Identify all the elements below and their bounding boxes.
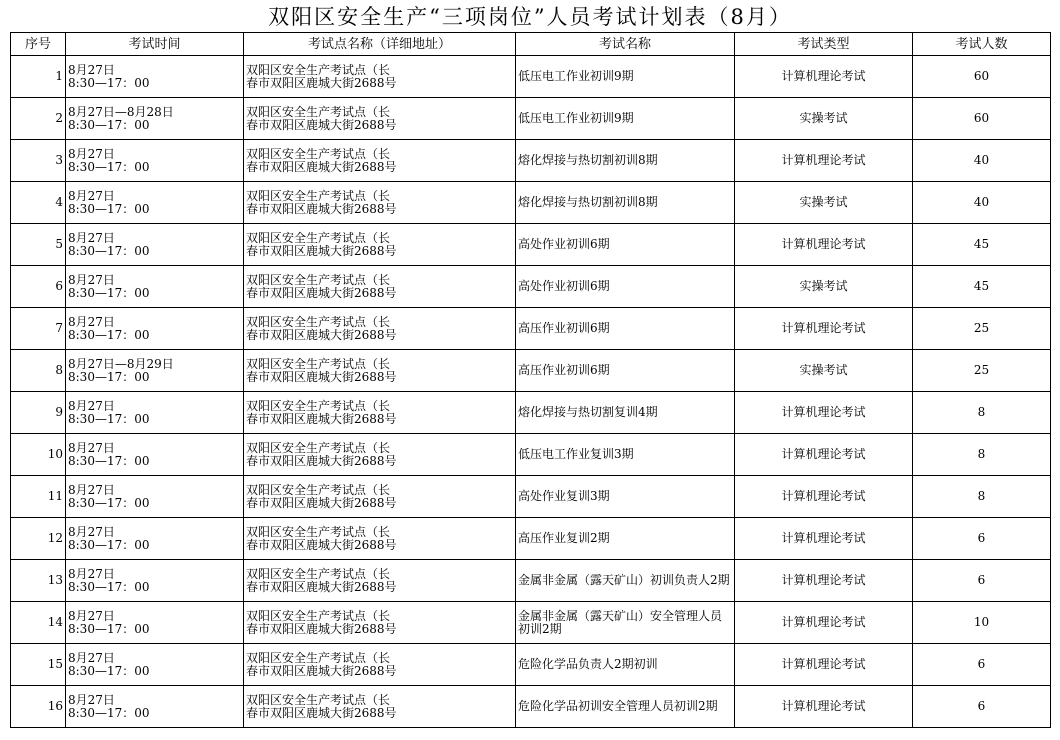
exam-time — [66, 644, 244, 686]
exam-site-line-2: 春市双阳区鹿城大街2688号 — [246, 369, 397, 384]
exam-site — [244, 140, 516, 182]
table-header-row — [11, 33, 1051, 56]
table-row — [11, 560, 1051, 602]
row-index: 11 — [11, 476, 66, 518]
exam-count: 8 — [913, 476, 1051, 518]
row-index: 4 — [11, 182, 66, 224]
exam-time — [66, 392, 244, 434]
exam-site-line-1: 双阳区安全生产考试点（长 — [246, 440, 391, 455]
exam-site-line-1: 双阳区安全生产考试点（长 — [246, 62, 391, 77]
header-type: 考试类型 — [735, 33, 913, 56]
exam-hours: 8:30—17：00 — [68, 537, 150, 552]
exam-hours: 8:30—17：00 — [68, 201, 150, 216]
table-row — [11, 140, 1051, 182]
exam-name-text: 高压作业初训6期 — [518, 321, 610, 335]
exam-site — [244, 182, 516, 224]
table-row — [11, 182, 1051, 224]
exam-type: 计算机理论考试 — [735, 392, 913, 434]
row-index: 5 — [11, 224, 66, 266]
table-row — [11, 308, 1051, 350]
exam-hours: 8:30—17：00 — [68, 453, 150, 468]
table-row — [11, 434, 1051, 476]
exam-site — [244, 224, 516, 266]
exam-name — [516, 644, 735, 686]
row-index: 3 — [11, 140, 66, 182]
exam-site-line-2: 春市双阳区鹿城大街2688号 — [246, 537, 397, 552]
exam-date: 8月27日 — [68, 482, 115, 497]
page-title: 双阳区安全生产“三项岗位”人员考试计划表（8月） — [268, 5, 792, 29]
exam-name-text: 危险化学品初训安全管理人员初训2期 — [518, 699, 718, 713]
exam-site-line-1: 双阳区安全生产考试点（长 — [246, 650, 391, 665]
exam-count: 60 — [913, 56, 1051, 98]
row-index: 7 — [11, 308, 66, 350]
exam-type: 计算机理论考试 — [735, 686, 913, 728]
exam-date: 8月27日—8月29日 — [68, 356, 174, 371]
exam-date: 8月27日 — [68, 146, 115, 161]
exam-site-line-1: 双阳区安全生产考试点（长 — [246, 104, 391, 119]
exam-type: 计算机理论考试 — [735, 518, 913, 560]
exam-hours: 8:30—17：00 — [68, 243, 150, 258]
exam-name-text: 高压作业初训6期 — [518, 363, 610, 377]
exam-site — [244, 602, 516, 644]
exam-time — [66, 140, 244, 182]
header-index: 序号 — [11, 33, 66, 56]
table-row — [11, 518, 1051, 560]
exam-name-text: 低压电工作业复训3期 — [518, 447, 634, 461]
exam-type: 计算机理论考试 — [735, 140, 913, 182]
exam-date: 8月27日 — [68, 524, 115, 539]
exam-site-line-2: 春市双阳区鹿城大街2688号 — [246, 663, 397, 678]
exam-time — [66, 602, 244, 644]
exam-date: 8月27日 — [68, 62, 115, 77]
exam-name-text: 熔化焊接与热切割初训8期 — [518, 153, 658, 167]
exam-hours: 8:30—17：00 — [68, 411, 150, 426]
row-index: 12 — [11, 518, 66, 560]
exam-time — [66, 476, 244, 518]
exam-date: 8月27日 — [68, 608, 115, 623]
exam-count: 6 — [913, 686, 1051, 728]
exam-type: 计算机理论考试 — [735, 644, 913, 686]
exam-name-text: 危险化学品负责人2期初训 — [518, 657, 658, 671]
exam-site — [244, 518, 516, 560]
exam-type: 计算机理论考试 — [735, 602, 913, 644]
exam-type: 计算机理论考试 — [735, 434, 913, 476]
exam-site — [244, 350, 516, 392]
exam-site — [244, 476, 516, 518]
exam-site — [244, 434, 516, 476]
exam-name-text: 高处作业复训3期 — [518, 489, 610, 503]
exam-name — [516, 686, 735, 728]
exam-site-line-2: 春市双阳区鹿城大街2688号 — [246, 705, 397, 720]
exam-site — [244, 392, 516, 434]
exam-site-line-1: 双阳区安全生产考试点（长 — [246, 524, 391, 539]
exam-site-line-1: 双阳区安全生产考试点（长 — [246, 146, 391, 161]
exam-count: 6 — [913, 560, 1051, 602]
table-row — [11, 686, 1051, 728]
exam-name — [516, 434, 735, 476]
exam-site-line-2: 春市双阳区鹿城大街2688号 — [246, 495, 397, 510]
exam-name — [516, 518, 735, 560]
exam-hours: 8:30—17：00 — [68, 285, 150, 300]
exam-hours: 8:30—17：00 — [68, 117, 150, 132]
exam-count: 60 — [913, 98, 1051, 140]
exam-name-text: 高处作业初训6期 — [518, 237, 610, 251]
exam-hours: 8:30—17：00 — [68, 75, 150, 90]
exam-count: 10 — [913, 602, 1051, 644]
exam-name-text: 低压电工作业初训9期 — [518, 69, 634, 83]
exam-count: 45 — [913, 224, 1051, 266]
exam-name-text: 低压电工作业初训9期 — [518, 111, 634, 125]
exam-name-text: 熔化焊接与热切割初训8期 — [518, 195, 658, 209]
exam-date: 8月27日 — [68, 440, 115, 455]
exam-date: 8月27日 — [68, 272, 115, 287]
exam-hours: 8:30—17：00 — [68, 705, 150, 720]
exam-type: 实操考试 — [735, 266, 913, 308]
table-row — [11, 476, 1051, 518]
exam-name-text: 高压作业复训2期 — [518, 531, 610, 545]
exam-time — [66, 266, 244, 308]
exam-type: 计算机理论考试 — [735, 476, 913, 518]
exam-count: 25 — [913, 308, 1051, 350]
exam-site — [244, 98, 516, 140]
exam-time — [66, 98, 244, 140]
exam-site-line-1: 双阳区安全生产考试点（长 — [246, 272, 391, 287]
exam-date: 8月27日 — [68, 398, 115, 413]
exam-site — [244, 686, 516, 728]
exam-site — [244, 560, 516, 602]
exam-name-text: 金属非金属（露天矿山）初训负责人2期 — [518, 573, 730, 587]
exam-hours: 8:30—17：00 — [68, 579, 150, 594]
exam-site — [244, 266, 516, 308]
exam-site-line-1: 双阳区安全生产考试点（长 — [246, 608, 391, 623]
row-index: 2 — [11, 98, 66, 140]
header-site: 考试点名称（详细地址） — [244, 33, 516, 56]
exam-site-line-2: 春市双阳区鹿城大街2688号 — [246, 201, 397, 216]
row-index: 9 — [11, 392, 66, 434]
exam-type: 计算机理论考试 — [735, 56, 913, 98]
exam-time — [66, 560, 244, 602]
exam-name — [516, 476, 735, 518]
exam-type: 实操考试 — [735, 182, 913, 224]
exam-name — [516, 182, 735, 224]
exam-name — [516, 56, 735, 98]
exam-site-line-2: 春市双阳区鹿城大街2688号 — [246, 285, 397, 300]
exam-hours: 8:30—17：00 — [68, 621, 150, 636]
exam-site — [244, 56, 516, 98]
exam-date: 8月27日 — [68, 188, 115, 203]
exam-date: 8月27日 — [68, 230, 115, 245]
exam-type: 计算机理论考试 — [735, 308, 913, 350]
exam-date: 8月27日—8月28日 — [68, 104, 174, 119]
exam-count: 8 — [913, 392, 1051, 434]
row-index: 14 — [11, 602, 66, 644]
exam-site-line-2: 春市双阳区鹿城大街2688号 — [246, 75, 397, 90]
exam-site-line-1: 双阳区安全生产考试点（长 — [246, 566, 391, 581]
exam-site-line-2: 春市双阳区鹿城大街2688号 — [246, 117, 397, 132]
exam-name-text: 金属非金属（露天矿山）安全管理人员初训2期 — [518, 608, 723, 636]
exam-name — [516, 98, 735, 140]
row-index: 16 — [11, 686, 66, 728]
exam-count: 45 — [913, 266, 1051, 308]
exam-hours: 8:30—17：00 — [68, 327, 150, 342]
header-count: 考试人数 — [913, 33, 1051, 56]
exam-name — [516, 392, 735, 434]
exam-count: 40 — [913, 182, 1051, 224]
table-row — [11, 56, 1051, 98]
row-index: 6 — [11, 266, 66, 308]
exam-date: 8月27日 — [68, 650, 115, 665]
exam-time — [66, 224, 244, 266]
exam-time — [66, 686, 244, 728]
exam-time — [66, 182, 244, 224]
exam-site-line-1: 双阳区安全生产考试点（长 — [246, 356, 391, 371]
exam-name — [516, 140, 735, 182]
exam-date: 8月27日 — [68, 692, 115, 707]
header-time: 考试时间 — [66, 33, 244, 56]
exam-hours: 8:30—17：00 — [68, 663, 150, 678]
exam-hours: 8:30—17：00 — [68, 495, 150, 510]
exam-name-text: 熔化焊接与热切割复训4期 — [518, 405, 658, 419]
exam-count: 8 — [913, 434, 1051, 476]
row-index: 8 — [11, 350, 66, 392]
exam-count: 40 — [913, 140, 1051, 182]
exam-time — [66, 56, 244, 98]
table-row — [11, 644, 1051, 686]
header-name: 考试名称 — [516, 33, 735, 56]
exam-time — [66, 518, 244, 560]
exam-site — [244, 644, 516, 686]
exam-site-line-1: 双阳区安全生产考试点（长 — [246, 230, 391, 245]
exam-name — [516, 266, 735, 308]
exam-count: 6 — [913, 644, 1051, 686]
exam-site-line-2: 春市双阳区鹿城大街2688号 — [246, 621, 397, 636]
exam-hours: 8:30—17：00 — [68, 159, 150, 174]
exam-site-line-1: 双阳区安全生产考试点（长 — [246, 692, 391, 707]
exam-site-line-2: 春市双阳区鹿城大街2688号 — [246, 411, 397, 426]
table-row — [11, 266, 1051, 308]
exam-count: 6 — [913, 518, 1051, 560]
row-index: 1 — [11, 56, 66, 98]
exam-type: 计算机理论考试 — [735, 560, 913, 602]
exam-plan-table — [10, 32, 1051, 728]
table-row — [11, 350, 1051, 392]
exam-name — [516, 350, 735, 392]
exam-time — [66, 350, 244, 392]
exam-type: 实操考试 — [735, 350, 913, 392]
table-row — [11, 602, 1051, 644]
exam-name — [516, 224, 735, 266]
exam-site-line-2: 春市双阳区鹿城大街2688号 — [246, 243, 397, 258]
row-index: 15 — [11, 644, 66, 686]
exam-date: 8月27日 — [68, 314, 115, 329]
exam-site-line-2: 春市双阳区鹿城大街2688号 — [246, 453, 397, 468]
exam-hours: 8:30—17：00 — [68, 369, 150, 384]
exam-site-line-1: 双阳区安全生产考试点（长 — [246, 314, 391, 329]
exam-time — [66, 308, 244, 350]
exam-site-line-2: 春市双阳区鹿城大街2688号 — [246, 579, 397, 594]
row-index: 10 — [11, 434, 66, 476]
exam-count: 25 — [913, 350, 1051, 392]
table-row — [11, 392, 1051, 434]
exam-name — [516, 560, 735, 602]
row-index: 13 — [11, 560, 66, 602]
exam-site-line-1: 双阳区安全生产考试点（长 — [246, 188, 391, 203]
exam-time — [66, 434, 244, 476]
exam-type: 计算机理论考试 — [735, 224, 913, 266]
exam-site-line-2: 春市双阳区鹿城大街2688号 — [246, 159, 397, 174]
exam-date: 8月27日 — [68, 566, 115, 581]
exam-site — [244, 308, 516, 350]
exam-site-line-1: 双阳区安全生产考试点（长 — [246, 398, 391, 413]
exam-site-line-2: 春市双阳区鹿城大街2688号 — [246, 327, 397, 342]
table-row — [11, 98, 1051, 140]
exam-name — [516, 308, 735, 350]
exam-name-text: 高处作业初训6期 — [518, 279, 610, 293]
exam-type: 实操考试 — [735, 98, 913, 140]
table-row — [11, 224, 1051, 266]
exam-name — [516, 602, 735, 644]
exam-site-line-1: 双阳区安全生产考试点（长 — [246, 482, 391, 497]
